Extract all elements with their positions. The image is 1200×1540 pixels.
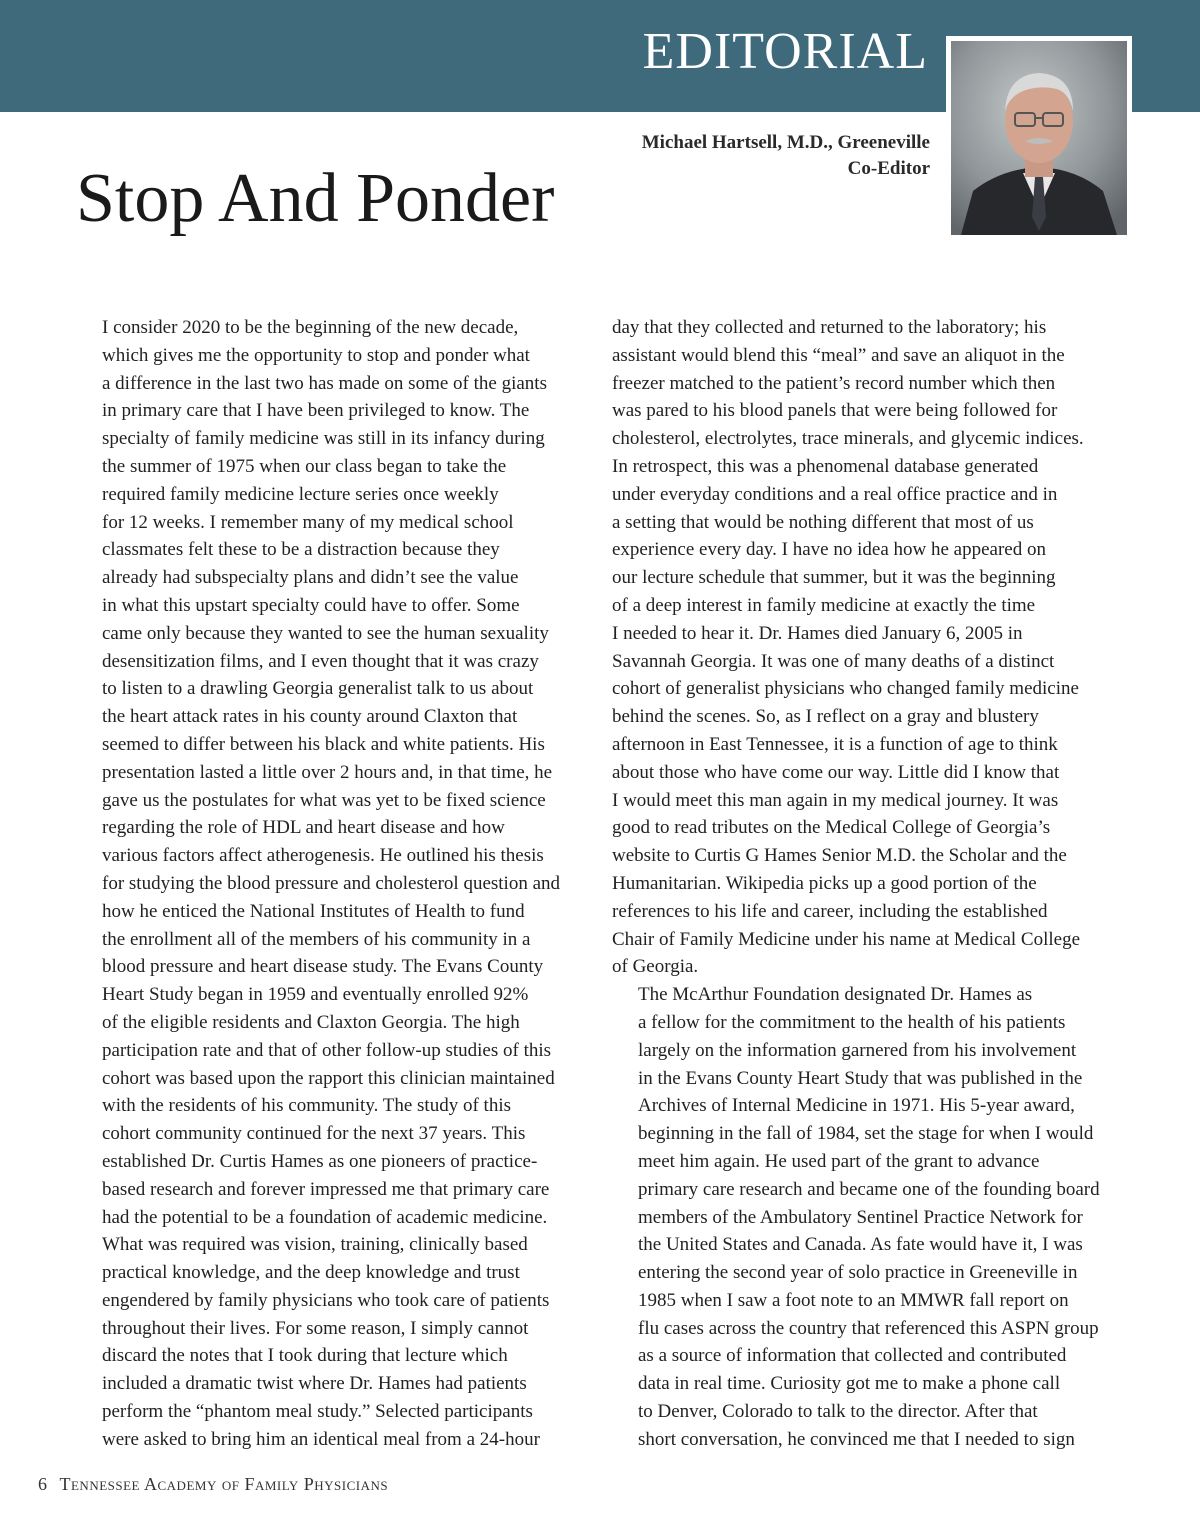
text-line: of the eligible residents and Claxton Georgia. The high xyxy=(102,1011,520,1033)
text-line: practical knowledge, and the deep knowledge and trust xyxy=(102,1262,520,1284)
author-portrait-image xyxy=(951,41,1127,235)
author-photo xyxy=(951,41,1127,235)
text-line: gave us the postulates for what was yet to be fixed science xyxy=(102,789,546,811)
author-name: Michael Hartsell, M.D., Greeneville xyxy=(641,132,930,153)
text-line: in primary care that I have been privileged to know. The xyxy=(102,400,530,422)
text-line: came only because they wanted to see the human sexuality xyxy=(102,622,549,644)
text-line: Archives of Internal Medicine in 1971. His 5-year award, xyxy=(638,1095,1075,1117)
text-line: about those who have come our way. Little did I know that xyxy=(612,761,1060,783)
text-line: was pared to his blood panels that were being followed for xyxy=(612,400,1058,422)
text-line: I consider 2020 to be the beginning of the new decade, xyxy=(102,317,519,338)
text-line: perform the “phantom meal study.” Selected participants xyxy=(102,1401,533,1423)
text-line: I needed to hear it. Dr. Hames died January 6, 2005 in xyxy=(612,622,1023,644)
text-line: established Dr. Curtis Hames as one pioneers of practice- xyxy=(102,1150,538,1172)
text-line: experience every day. I have no idea how he appeared on xyxy=(612,539,1046,561)
text-line: as a source of information that collected and contributed xyxy=(638,1345,1067,1367)
text-line: based research and forever impressed me that primary care xyxy=(102,1178,550,1200)
text-line: cohort of generalist physicians who changed family medicine xyxy=(612,678,1079,700)
text-line: the heart attack rates in his county around Claxton that xyxy=(102,706,518,728)
text-line: Heart Study began in 1959 and eventually enrolled 92% xyxy=(102,984,529,1006)
text-line: good to read tributes on the Medical College of Georgia’s xyxy=(612,817,1051,839)
text-line: assistant would blend this “meal” and save an aliquot in the xyxy=(612,344,1065,366)
publication-name: Tennessee Academy of Family Physicians xyxy=(59,1474,389,1494)
text-line: short conversation, he convinced me that I needed to sign xyxy=(638,1428,1075,1450)
text-line: cohort community continued for the next 37 years. This xyxy=(102,1123,526,1145)
text-line: for 12 weeks. I remember many of my medical school xyxy=(102,511,514,533)
text-line: presentation lasted a little over 2 hours and, in that time, he xyxy=(102,761,553,783)
text-line: blood pressure and heart disease study. The Evans County xyxy=(102,956,544,978)
text-line: In retrospect, this was a phenomenal database generated xyxy=(612,455,1039,477)
right-column xyxy=(612,314,1132,1454)
text-line: which gives me the opportunity to stop and ponder what xyxy=(102,344,530,366)
text-line: to Denver, Colorado to talk to the director. After that xyxy=(638,1401,1038,1423)
text-line: afternoon in East Tennessee, it is a function of age to think xyxy=(612,733,1058,755)
text-line: largely on the information garnered from his involvement xyxy=(638,1039,1077,1061)
text-line: were asked to bring him an identical meal from a 24-hour xyxy=(102,1428,540,1450)
text-line: Savannah Georgia. It was one of many deaths of a distinct xyxy=(612,650,1055,672)
text-line: flu cases across the country that referenced this ASPN group xyxy=(638,1317,1099,1339)
text-line: a difference in the last two has made on some of the giants xyxy=(102,372,547,394)
text-line: I would meet this man again in my medical journey. It was xyxy=(612,789,1059,811)
text-line: to listen to a drawling Georgia generalist talk to us about xyxy=(102,678,534,700)
text-line: What was required was vision, training, clinically based xyxy=(102,1234,528,1256)
text-line: required family medicine lecture series once weekly xyxy=(102,483,499,505)
text-line: seemed to differ between his black and white patients. His xyxy=(102,733,545,755)
text-line: day that they collected and returned to the laboratory; his xyxy=(612,317,1047,338)
left-paragraph xyxy=(76,314,596,1454)
text-line: members of the Ambulatory Sentinel Practice Network for xyxy=(638,1206,1083,1228)
text-line: 1985 when I saw a foot note to an MMWR fall report on xyxy=(638,1289,1069,1311)
text-line: in the Evans County Heart Study that was published in the xyxy=(638,1067,1083,1089)
text-line: classmates felt these to be a distraction because they xyxy=(102,539,500,561)
text-line: for studying the blood pressure and cholesterol question and xyxy=(102,872,561,894)
text-line: how he enticed the National Institutes of Health to fund xyxy=(102,900,525,922)
text-line: meet him again. He used part of the grant to advance xyxy=(638,1150,1040,1172)
text-line: the United States and Canada. As fate would have it, I was xyxy=(638,1234,1083,1256)
section-label: EDITORIAL xyxy=(642,23,928,80)
author-photo-frame xyxy=(946,36,1132,240)
text-line: our lecture schedule that summer, but it was the beginning xyxy=(612,567,1056,589)
text-line: in what this upstart specialty could have to offer. Some xyxy=(102,594,520,616)
text-line: throughout their lives. For some reason, I simply cannot xyxy=(102,1317,529,1339)
text-line: with the residents of his community. The study of this xyxy=(102,1095,511,1117)
text-line: primary care research and became one of the founding board xyxy=(638,1178,1100,1200)
text-line: under everyday conditions and a real office practice and in xyxy=(612,483,1058,505)
article-title: Stop And Ponder xyxy=(76,160,555,237)
text-line: a fellow for the commitment to the health of his patients xyxy=(638,1011,1066,1033)
byline xyxy=(642,130,930,182)
text-line: of Georgia. xyxy=(612,956,699,978)
text-line: the enrollment all of the members of his community in a xyxy=(102,928,531,950)
text-line: a setting that would be nothing different that most of us xyxy=(612,511,1034,533)
text-line: entering the second year of solo practice in Greeneville in xyxy=(638,1262,1078,1284)
right-paragraph-2 xyxy=(612,981,1132,1454)
text-line: beginning in the fall of 1984, set the stage for when I would xyxy=(638,1123,1094,1145)
left-column xyxy=(76,314,596,1454)
text-line: behind the scenes. So, as I reflect on a gray and blustery xyxy=(612,706,1039,728)
text-line: freezer matched to the patient’s record number which then xyxy=(612,372,1056,394)
text-line: cholesterol, electrolytes, trace minerals, and glycemic indices. xyxy=(612,428,1084,450)
text-line: data in real time. Curiosity got me to make a phone call xyxy=(638,1373,1061,1395)
page-footer xyxy=(38,1474,388,1495)
author-role: Co-Editor xyxy=(847,158,930,179)
text-line: participation rate and that of other follow-up studies of this xyxy=(102,1039,552,1061)
text-line: specialty of family medicine was still in its infancy during xyxy=(102,428,545,450)
page-number: 6 xyxy=(38,1474,47,1494)
text-line: website to Curtis G Hames Senior M.D. the Scholar and the xyxy=(612,845,1067,867)
text-line: already had subspecialty plans and didn’t see the value xyxy=(102,567,519,589)
text-line: included a dramatic twist where Dr. Hames had patients xyxy=(102,1373,527,1395)
right-paragraph-1 xyxy=(612,314,1132,981)
text-line: Chair of Family Medicine under his name at Medical College xyxy=(612,928,1081,950)
text-line: engendered by family physicians who took care of patients xyxy=(102,1289,550,1311)
text-line: The McArthur Foundation designated Dr. Hames as xyxy=(638,984,1033,1006)
text-line: the summer of 1975 when our class began to take the xyxy=(102,455,507,477)
text-line: of a deep interest in family medicine at exactly the time xyxy=(612,594,1036,616)
text-line: cohort was based upon the rapport this clinician maintained xyxy=(102,1067,555,1089)
text-line: regarding the role of HDL and heart disease and how xyxy=(102,817,505,839)
text-line: desensitization films, and I even thought that it was crazy xyxy=(102,650,539,672)
text-line: discard the notes that I took during that lecture which xyxy=(102,1345,508,1367)
text-line: references to his life and career, including the established xyxy=(612,900,1048,922)
text-line: Humanitarian. Wikipedia picks up a good portion of the xyxy=(612,872,1037,894)
text-line: had the potential to be a foundation of academic medicine. xyxy=(102,1206,548,1228)
text-line: various factors affect atherogenesis. He outlined his thesis xyxy=(102,845,544,867)
